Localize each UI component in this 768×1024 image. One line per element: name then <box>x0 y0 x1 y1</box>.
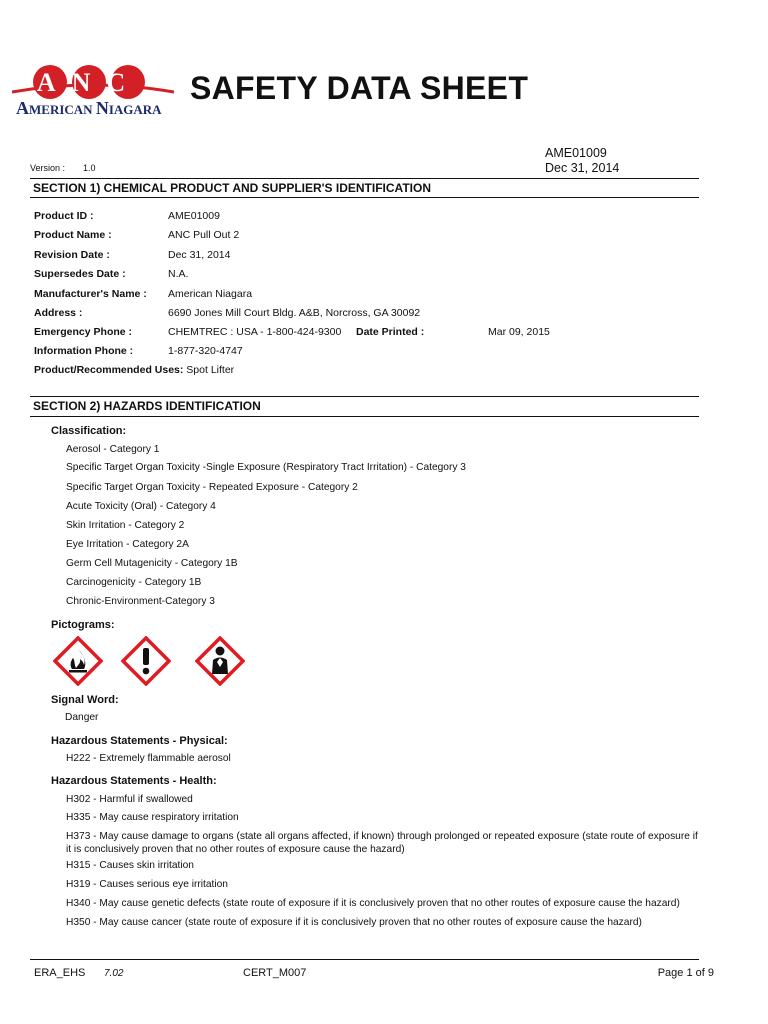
classification-item: Specific Target Organ Toxicity - Repeated Exposure - Category 2 <box>66 482 358 493</box>
classification-item: Aerosol - Category 1 <box>66 444 160 455</box>
physical-statements-heading: Hazardous Statements - Physical: <box>51 735 228 747</box>
physical-statement: H222 - Extremely flammable aerosol <box>66 753 231 764</box>
health-hazard-pictogram-icon <box>195 636 245 686</box>
flame-pictogram-icon <box>53 636 103 686</box>
recommended-uses <box>34 364 234 376</box>
classification-item: Acute Toxicity (Oral) - Category 4 <box>66 501 216 512</box>
field-label-product-id: Product ID : <box>34 210 94 222</box>
recommended-uses-value: Spot Lifter <box>186 364 235 376</box>
divider <box>30 396 699 397</box>
field-label-product-name: Product Name : <box>34 229 112 241</box>
svg-text:AMERICAN NIAGARA: AMERICAN NIAGARA <box>16 98 162 118</box>
field-label-supersedes-date: Supersedes Date : <box>34 268 126 280</box>
field-value-supersedes-date: N.A. <box>168 268 189 280</box>
section-2-title: SECTION 2) HAZARDS IDENTIFICATION <box>33 399 261 413</box>
field-value-product-name: ANC Pull Out 2 <box>168 229 240 241</box>
date-printed-label: Date Printed : <box>356 326 425 338</box>
pictograms-heading: Pictograms: <box>51 619 115 631</box>
field-value-information-phone: 1-877-320-4747 <box>168 345 243 357</box>
version-value: 1.0 <box>83 163 96 173</box>
field-label-manufacturer: Manufacturer's Name : <box>34 288 147 300</box>
divider <box>30 416 699 417</box>
classification-item: Carcinogenicity - Category 1B <box>66 577 202 588</box>
classification-item: Skin Irritation - Category 2 <box>66 520 185 531</box>
classification-item: Eye Irritation - Category 2A <box>66 539 189 550</box>
date-printed-value: Mar 09, 2015 <box>488 326 550 338</box>
version-info <box>30 163 96 173</box>
health-statements-heading: Hazardous Statements - Health: <box>51 775 217 787</box>
section-1-title: SECTION 1) CHEMICAL PRODUCT AND SUPPLIER'S IDENTIFICATION <box>33 181 431 195</box>
field-value-product-id: AME01009 <box>168 210 220 222</box>
footer-cert: CERT_M007 <box>243 967 307 979</box>
divider <box>30 197 699 198</box>
exclamation-pictogram-icon <box>121 636 171 686</box>
version-label: Version : <box>30 163 66 173</box>
recommended-uses-label: Product/Recommended Uses: <box>34 364 184 376</box>
field-label-address: Address : <box>34 307 83 319</box>
field-value-address: 6690 Jones Mill Court Bldg. A&B, Norcross, GA 30092 <box>168 307 421 319</box>
health-statement: H302 - Harmful if swallowed <box>66 794 193 805</box>
svg-text:ANC: ANC <box>36 68 142 97</box>
page-title: SAFETY DATA SHEET <box>190 70 529 106</box>
signal-word-heading: Signal Word: <box>51 694 119 706</box>
health-statement: H350 - May cause cancer (state route of exposure if it is conclusively proven that no other routes of exposure cause the hazard) <box>66 917 642 928</box>
field-label-emergency-phone: Emergency Phone : <box>34 326 133 338</box>
health-statement: H373 - May cause damage to organs (state all organs affected, if known) through prolonged or repeated exposure (state route of exposure if <box>66 831 698 842</box>
field-value-manufacturer: American Niagara <box>168 288 253 300</box>
field-value-emergency-phone: CHEMTREC : USA - 1-800-424-9300 <box>168 326 342 338</box>
health-statement-continued: it is conclusively proven that no other routes of exposure cause the hazard) <box>66 844 405 855</box>
classification-item: Chronic-Environment-Category 3 <box>66 596 215 607</box>
signal-word: Danger <box>65 712 99 723</box>
field-value-revision-date: Dec 31, 2014 <box>168 249 231 261</box>
american-niagara-logo <box>12 62 174 122</box>
health-statement: H315 - Causes skin irritation <box>66 860 194 871</box>
classification-item: Specific Target Organ Toxicity -Single Exposure (Respiratory Tract Irritation) - Category 3 <box>66 462 466 473</box>
footer-version: 7.02 <box>104 968 124 979</box>
classification-item: Germ Cell Mutagenicity - Category 1B <box>66 558 238 569</box>
classification-heading: Classification: <box>51 425 127 437</box>
health-statement: H319 - Causes serious eye irritation <box>66 879 228 890</box>
health-statement: H335 - May cause respiratory irritation <box>66 812 239 823</box>
footer-divider <box>30 959 699 960</box>
divider <box>30 178 699 179</box>
document-id: AME01009 <box>545 146 607 160</box>
document-date: Dec 31, 2014 <box>545 161 620 175</box>
field-label-revision-date: Revision Date : <box>34 249 110 261</box>
health-statement: H340 - May cause genetic defects (state route of exposure if it is conclusively proven that no other routes of exposure cause the hazard) <box>66 898 680 909</box>
footer-system: ERA_EHS <box>34 967 86 979</box>
footer-page-number: Page 1 of 9 <box>657 967 714 979</box>
field-label-information-phone: Information Phone : <box>34 345 134 357</box>
